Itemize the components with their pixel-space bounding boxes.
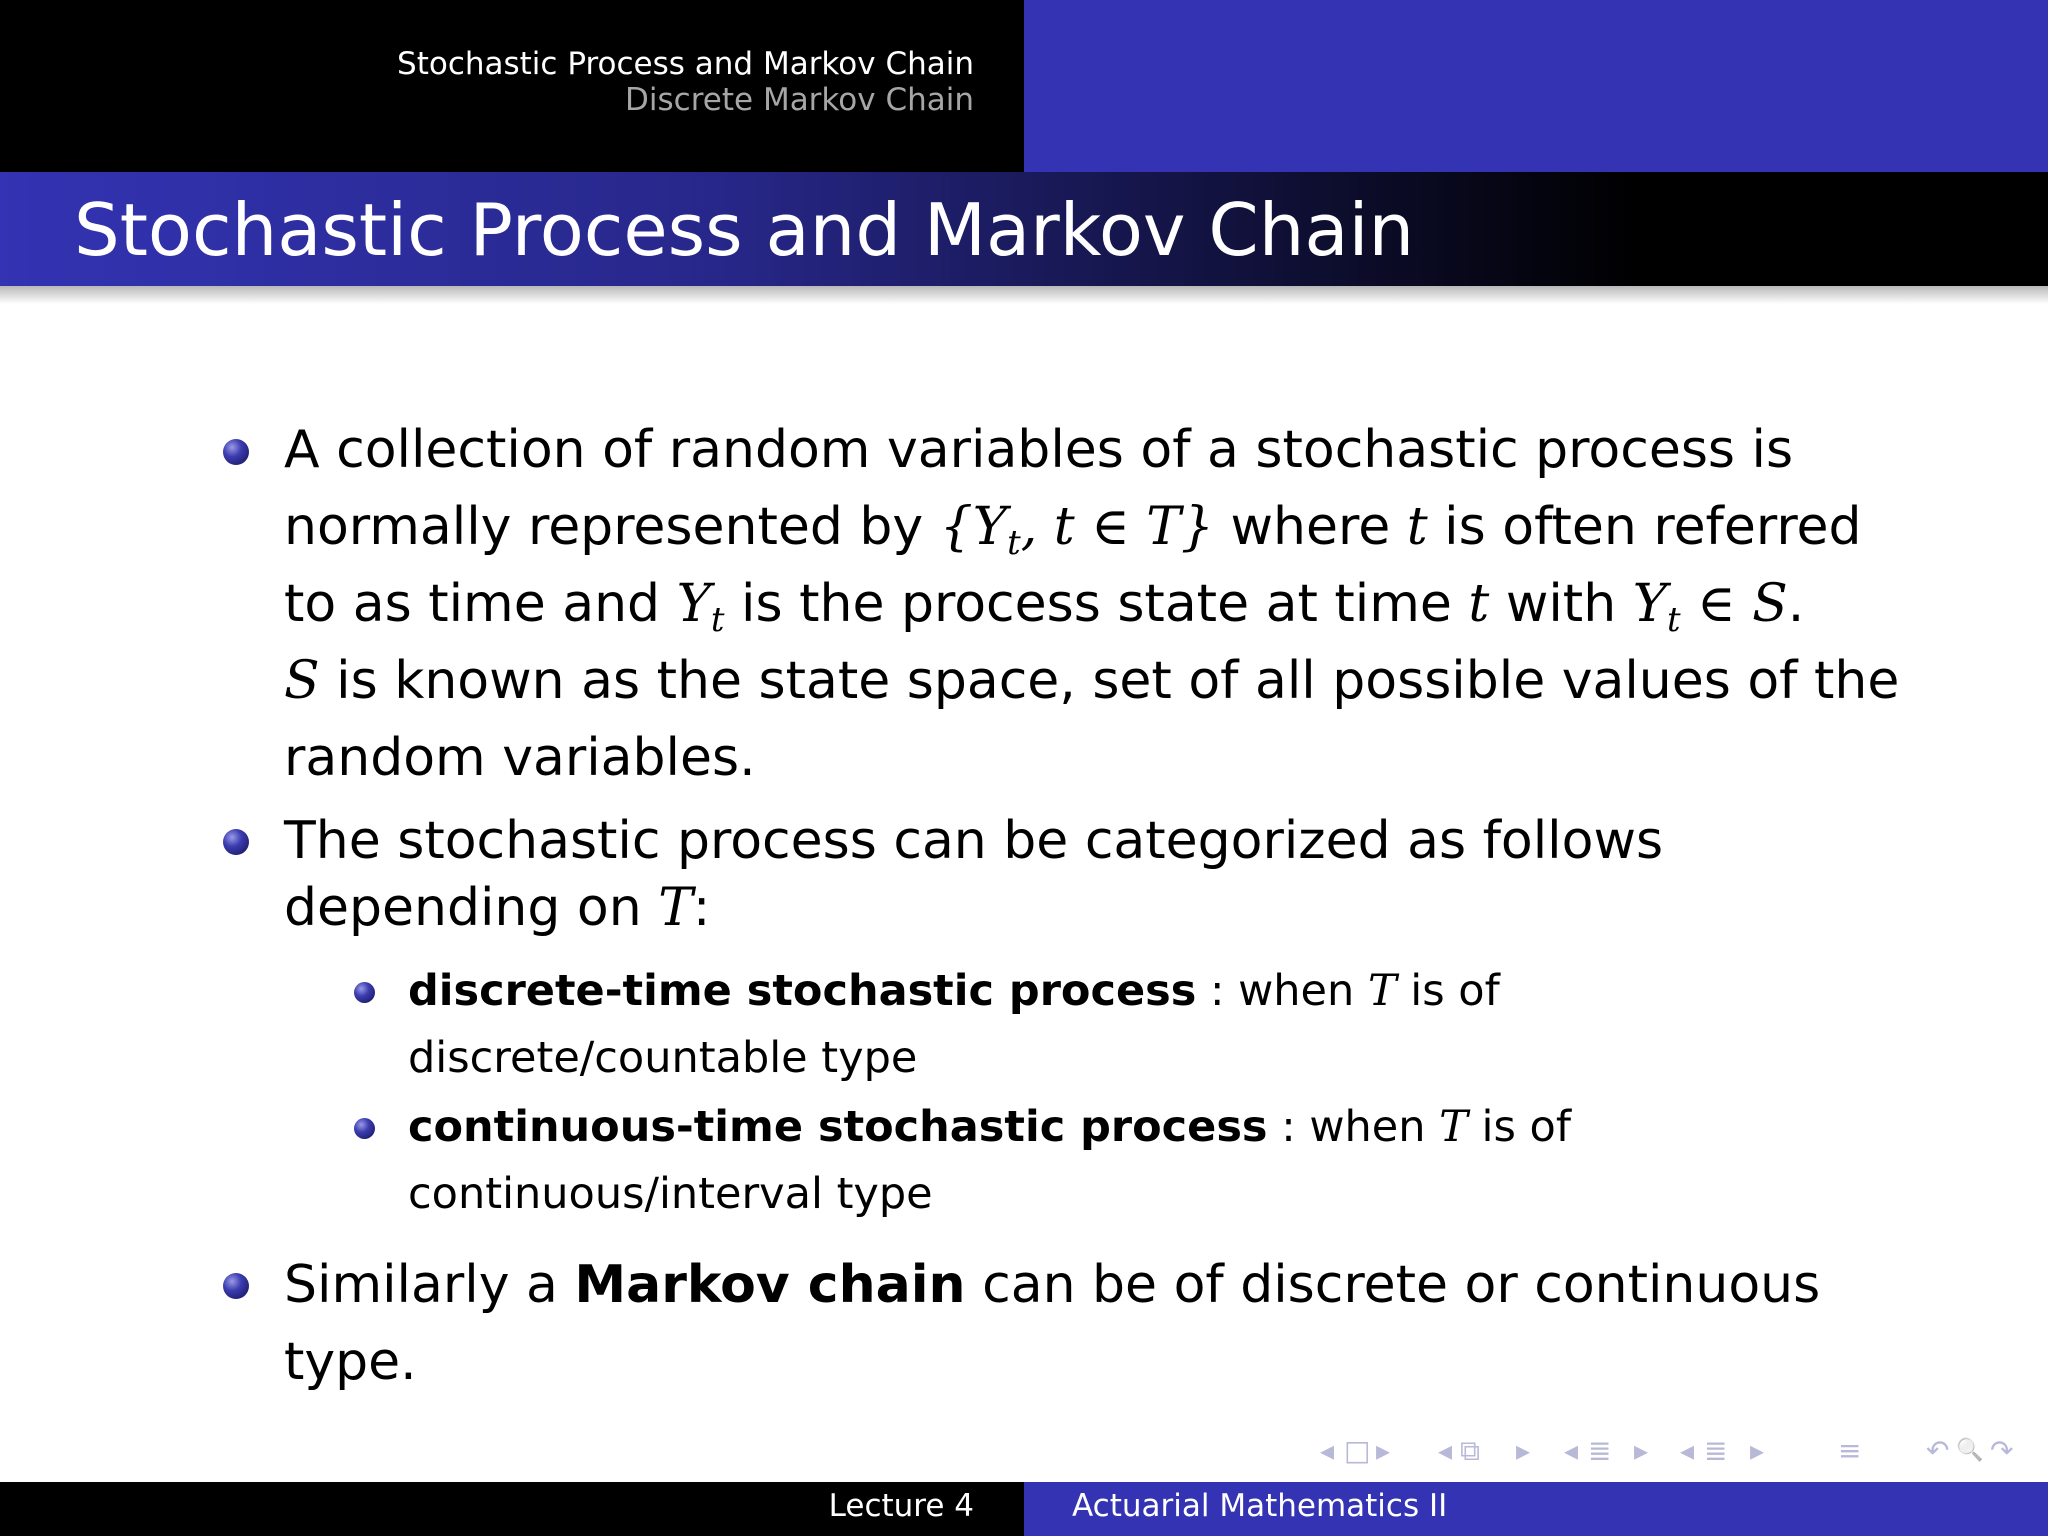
frame-icon[interactable]: □ [1344, 1434, 1371, 1467]
text-span: The stochastic process can be categorized as follows [284, 811, 1664, 871]
math-T: T [658, 878, 693, 938]
nav-subsection-next-icon[interactable]: ▸ [1516, 1434, 1531, 1467]
text-span: . [1787, 574, 1805, 634]
nav-frame-prev-icon[interactable]: ◂ [1320, 1434, 1335, 1467]
math-in-S: ∈ S [1680, 574, 1788, 634]
nav-part-prev-icon[interactable]: ◂ [1680, 1434, 1695, 1467]
math-T: T [1367, 966, 1397, 1016]
beamer-navigation-bar [1310, 1434, 2030, 1470]
subbullet-1-line-2 [408, 1024, 1808, 1092]
bullet-ball-icon [223, 1273, 249, 1299]
text-span: depending on [284, 878, 659, 938]
footer-lecture: Lecture 4 [828, 1488, 974, 1524]
text-span: continuous/interval type [408, 1169, 933, 1219]
section-icon[interactable]: ≣ [1588, 1434, 1612, 1467]
search-icon[interactable]: 🔍 [1956, 1438, 1984, 1463]
bullet-ball-icon [223, 829, 249, 855]
bullet-3-line-2 [284, 1324, 1924, 1401]
text-span: A collection of random variables of a stochastic process is [284, 420, 1794, 480]
subbullet-1-line-1 [408, 957, 1808, 1025]
subsection-icon[interactable]: ⧉ [1460, 1434, 1480, 1467]
header-subsection-title[interactable]: Discrete Markov Chain [625, 82, 974, 118]
math-t: t [1468, 574, 1490, 634]
text-span: : when [1267, 1102, 1440, 1152]
term-markov-chain: Markov chain [574, 1255, 966, 1315]
text-span: is of [1467, 1102, 1571, 1152]
nav-subsection-prev-icon[interactable]: ◂ [1438, 1434, 1453, 1467]
header-left-panel [0, 0, 1024, 172]
nav-section-next-icon[interactable]: ▸ [1634, 1434, 1649, 1467]
math-t: t [1406, 497, 1428, 557]
term-discrete-time: discrete-time stochastic process [408, 966, 1197, 1016]
math-Y: Y [1632, 574, 1668, 634]
nav-part-next-icon[interactable]: ▸ [1750, 1434, 1765, 1467]
text-span: : [692, 878, 711, 938]
subbullet-2-line-2 [408, 1160, 1808, 1228]
bullet-2-line-1 [284, 803, 1924, 880]
term-continuous-time: continuous-time stochastic process [408, 1102, 1268, 1152]
math-subscript: t [710, 600, 725, 640]
text-span: where [1213, 497, 1407, 557]
align-icon[interactable]: ≡ [1838, 1434, 1862, 1467]
text-span: is known as the state space, set of all possible values of the [319, 651, 1900, 711]
subbullet-2-line-1 [408, 1093, 1808, 1161]
text-span: to as time and [284, 574, 677, 634]
text-span: with [1489, 574, 1633, 634]
bullet-2-line-2 [284, 870, 1924, 947]
frame-title-shadow [0, 286, 2048, 304]
part-icon[interactable]: ≣ [1704, 1434, 1728, 1467]
bullet-1-line-4 [284, 643, 1924, 720]
subbullet-ball-icon [354, 982, 375, 1003]
footer-right-panel [1024, 1482, 2048, 1536]
math-subscript: t [1007, 523, 1021, 563]
math-set-close: , t ∈ T} [1020, 497, 1214, 557]
text-span: Similarly a [284, 1255, 575, 1315]
header-section-title[interactable]: Stochastic Process and Markov Chain [397, 46, 974, 82]
bullet-ball-icon [223, 439, 249, 465]
footer-left-panel [0, 1482, 1024, 1536]
bullet-1-line-1 [284, 412, 1924, 489]
text-span: random variables. [284, 728, 756, 788]
nav-frame-next-icon[interactable]: ▸ [1376, 1434, 1391, 1467]
math-Y: Y [676, 574, 711, 634]
text-span: type. [284, 1332, 417, 1392]
math-S: S [284, 651, 320, 711]
bullet-1-line-2 [284, 489, 1924, 566]
back-icon[interactable]: ↶ [1926, 1434, 1950, 1467]
header-right-panel [1024, 0, 2048, 172]
text-span: can be of discrete or continuous [965, 1255, 1821, 1315]
math-T: T [1439, 1102, 1468, 1152]
bullet-1-line-3 [284, 566, 1924, 643]
text-span: discrete/countable type [408, 1033, 918, 1083]
bullet-1-line-5 [284, 720, 1924, 797]
bullet-3-line-1 [284, 1247, 1924, 1324]
frame-title: Stochastic Process and Markov Chain [74, 188, 1415, 272]
nav-section-prev-icon[interactable]: ◂ [1564, 1434, 1579, 1467]
math-subscript: t [1667, 600, 1681, 640]
subbullet-ball-icon [354, 1118, 375, 1139]
forward-icon[interactable]: ↷ [1990, 1434, 2014, 1467]
text-span: is the process state at time [724, 574, 1469, 634]
math-set-open: {Y [939, 497, 1008, 557]
footer-course-title: Actuarial Mathematics II [1072, 1488, 1448, 1524]
text-span: normally represented by [284, 497, 940, 557]
text-span: is often referred [1427, 497, 1862, 557]
text-span: : when [1196, 966, 1368, 1016]
text-span: is of [1396, 966, 1500, 1016]
